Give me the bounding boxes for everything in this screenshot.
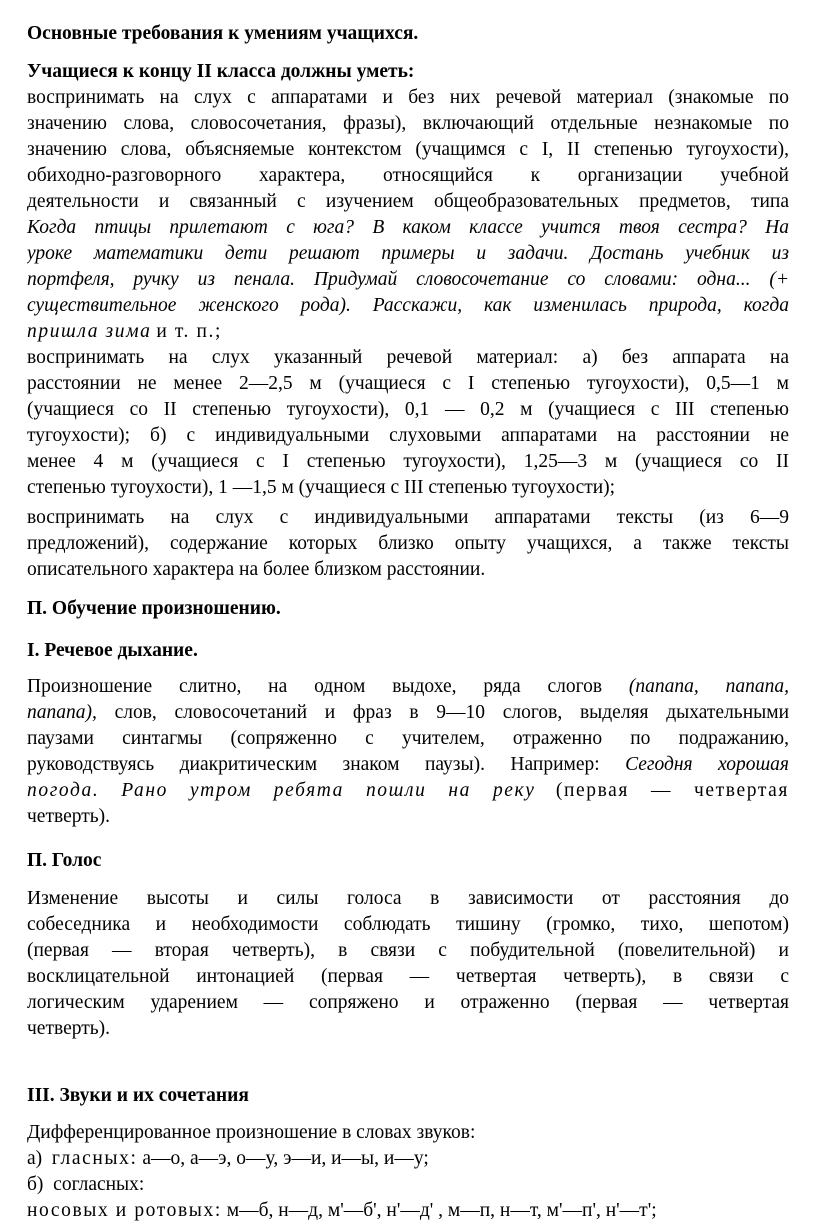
p1-last-tail: и т. п.;: [156, 321, 223, 342]
p1-line-2: значению слова, словосочетания, фразы), включающий отдельные незнакомые по: [27, 113, 789, 134]
section-breathing-title: I. Речевое дыхание.: [27, 640, 198, 661]
breath-line-1-b: (папапа, папапа,: [628, 676, 789, 697]
sounds-vowels-list: а—о, а—э, о—у, э—и, и—ы, и—у;: [142, 1148, 429, 1169]
p1-line-5: деятельности и связанный с изучением общеобразовательных предметов, типа: [27, 191, 789, 212]
p1-example-3: портфеля, ручку из пенала. Придумай словосочетание со словами: одна... (+: [27, 269, 789, 290]
p2-line-4: тугоухости); б) с индивидуальными слуховыми аппаратами на расстоянии не: [27, 425, 789, 446]
sounds-vowels-head: гласных:: [51, 1148, 138, 1169]
p1-example-1: Когда птицы прилетают с юга? В каком классе учится твоя сестра? На: [27, 217, 789, 238]
section-voice-title: П. Голос: [27, 850, 102, 871]
breath-line-5: [27, 779, 789, 803]
breath-line-2-b: слов, словосочетаний и фраз в 9—10 слогов, выделяя дыхательными: [114, 702, 789, 723]
sounds-consonants-head: согласных:: [53, 1174, 145, 1195]
heading-grade: Учащиеся к концу II класса должны уметь:: [27, 61, 415, 82]
sounds-consonants: [27, 1173, 789, 1197]
breath-line-4: [27, 753, 789, 777]
p1-example-2: уроке математики дети решают примеры и задачи. Достань учебник из: [27, 243, 789, 264]
breath-line-4-a: руководствуясь диакритическим знаком паузы). Например:: [27, 754, 600, 775]
breath-line-4-b: Сегодня хорошая: [625, 754, 789, 775]
p3-line-2: предложений), содержание которых близко опыту учащихся, а также тексты: [27, 533, 789, 554]
p3-line-3: описательного характера на более близком расстоянии.: [27, 559, 486, 580]
breath-line-2-a: папапа),: [27, 702, 97, 723]
breath-line-3: паузами синтагмы (сопряженно с учителем, отраженно по подражанию,: [27, 728, 789, 749]
p2-line-5: менее 4 м (учащиеся с I степенью тугоухости), 1,25—3 м (учащиеся со II: [27, 451, 789, 472]
section-pronunciation-title: [27, 597, 789, 621]
breath-line-5-a: погода. Рано утром ребята пошли на реку: [27, 780, 536, 801]
p3-line-1: воспринимать на слух с индивидуальными аппаратами тексты (из 6—9: [27, 507, 789, 528]
p1-last-italic: пришла зима: [27, 321, 152, 342]
breath-line-1-a: Произношение слитно, на одном выдохе, ряда слогов: [27, 676, 603, 697]
p1-example-last: [27, 320, 789, 344]
sounds-intro: Дифференцированное произношение в словах звуков:: [27, 1122, 476, 1143]
breath-line-1: [27, 675, 789, 699]
p1-line-3: значению слова, объясняемые контекстом (учащимся с I, II степенью тугоухости),: [27, 139, 789, 160]
sounds-consonants-label: б): [27, 1174, 44, 1195]
breath-line-2: [27, 701, 789, 725]
section-pronunciation-number: П: [27, 598, 43, 619]
voice-line-3: (первая — вторая четверть), в связи с побудительной (повелительной) и: [27, 940, 789, 961]
sounds-nasal: [27, 1199, 789, 1223]
sounds-vowels: [27, 1147, 789, 1171]
voice-line-6: четверть).: [27, 1018, 111, 1039]
section-pronunciation-text: . Обучение произношению.: [42, 598, 281, 619]
p1-line-4: обиходно-разговорного характера, относящийся к организации учебной: [27, 165, 789, 186]
heading-main: Основные требования к умениям учащихся.: [27, 23, 419, 44]
voice-line-5: логическим ударением — сопряжено и отраженно (первая — четвертая: [27, 992, 789, 1013]
p2-line-1: воспринимать на слух указанный речевой материал: а) без аппарата на: [27, 347, 789, 368]
sounds-nasal-list: м—б, н—д, м'—б', н'—д' , м—п, н—т, м'—п', н'—т';: [226, 1200, 657, 1221]
p1-line-1: воспринимать на слух с аппаратами и без них речевой материал (знакомые по: [27, 87, 789, 108]
p1-example-4: существительное женского рода). Расскажи, как изменилась природа, когда: [27, 295, 789, 316]
sounds-nasal-head: носовых и ротовых:: [27, 1200, 222, 1221]
sounds-vowels-label: а): [27, 1148, 43, 1169]
breath-line-6: четверть).: [27, 806, 111, 827]
p2-line-3: (учащиеся со II степенью тугоухости), 0,1 — 0,2 м (учащиеся с III степенью: [27, 399, 789, 420]
p2-line-2: расстоянии не менее 2—2,5 м (учащиеся с I степенью тугоухости), 0,5—1 м: [27, 373, 789, 394]
voice-line-4: восклицательной интонацией (первая — четвертая четверть), в связи с: [27, 966, 789, 987]
p2-line-6: степенью тугоухости), 1 —1,5 м (учащиеся с III степенью тугоухости);: [27, 477, 616, 498]
voice-line-2: собеседника и необходимости соблюдать тишину (громко, тихо, шепотом): [27, 914, 789, 935]
section-sounds-title: III. Звуки и их сочетания: [27, 1085, 249, 1106]
voice-line-1: Изменение высоты и силы голоса в зависимости от расстояния до: [27, 888, 789, 909]
breath-line-5-b: (первая — четвертая: [555, 780, 789, 801]
